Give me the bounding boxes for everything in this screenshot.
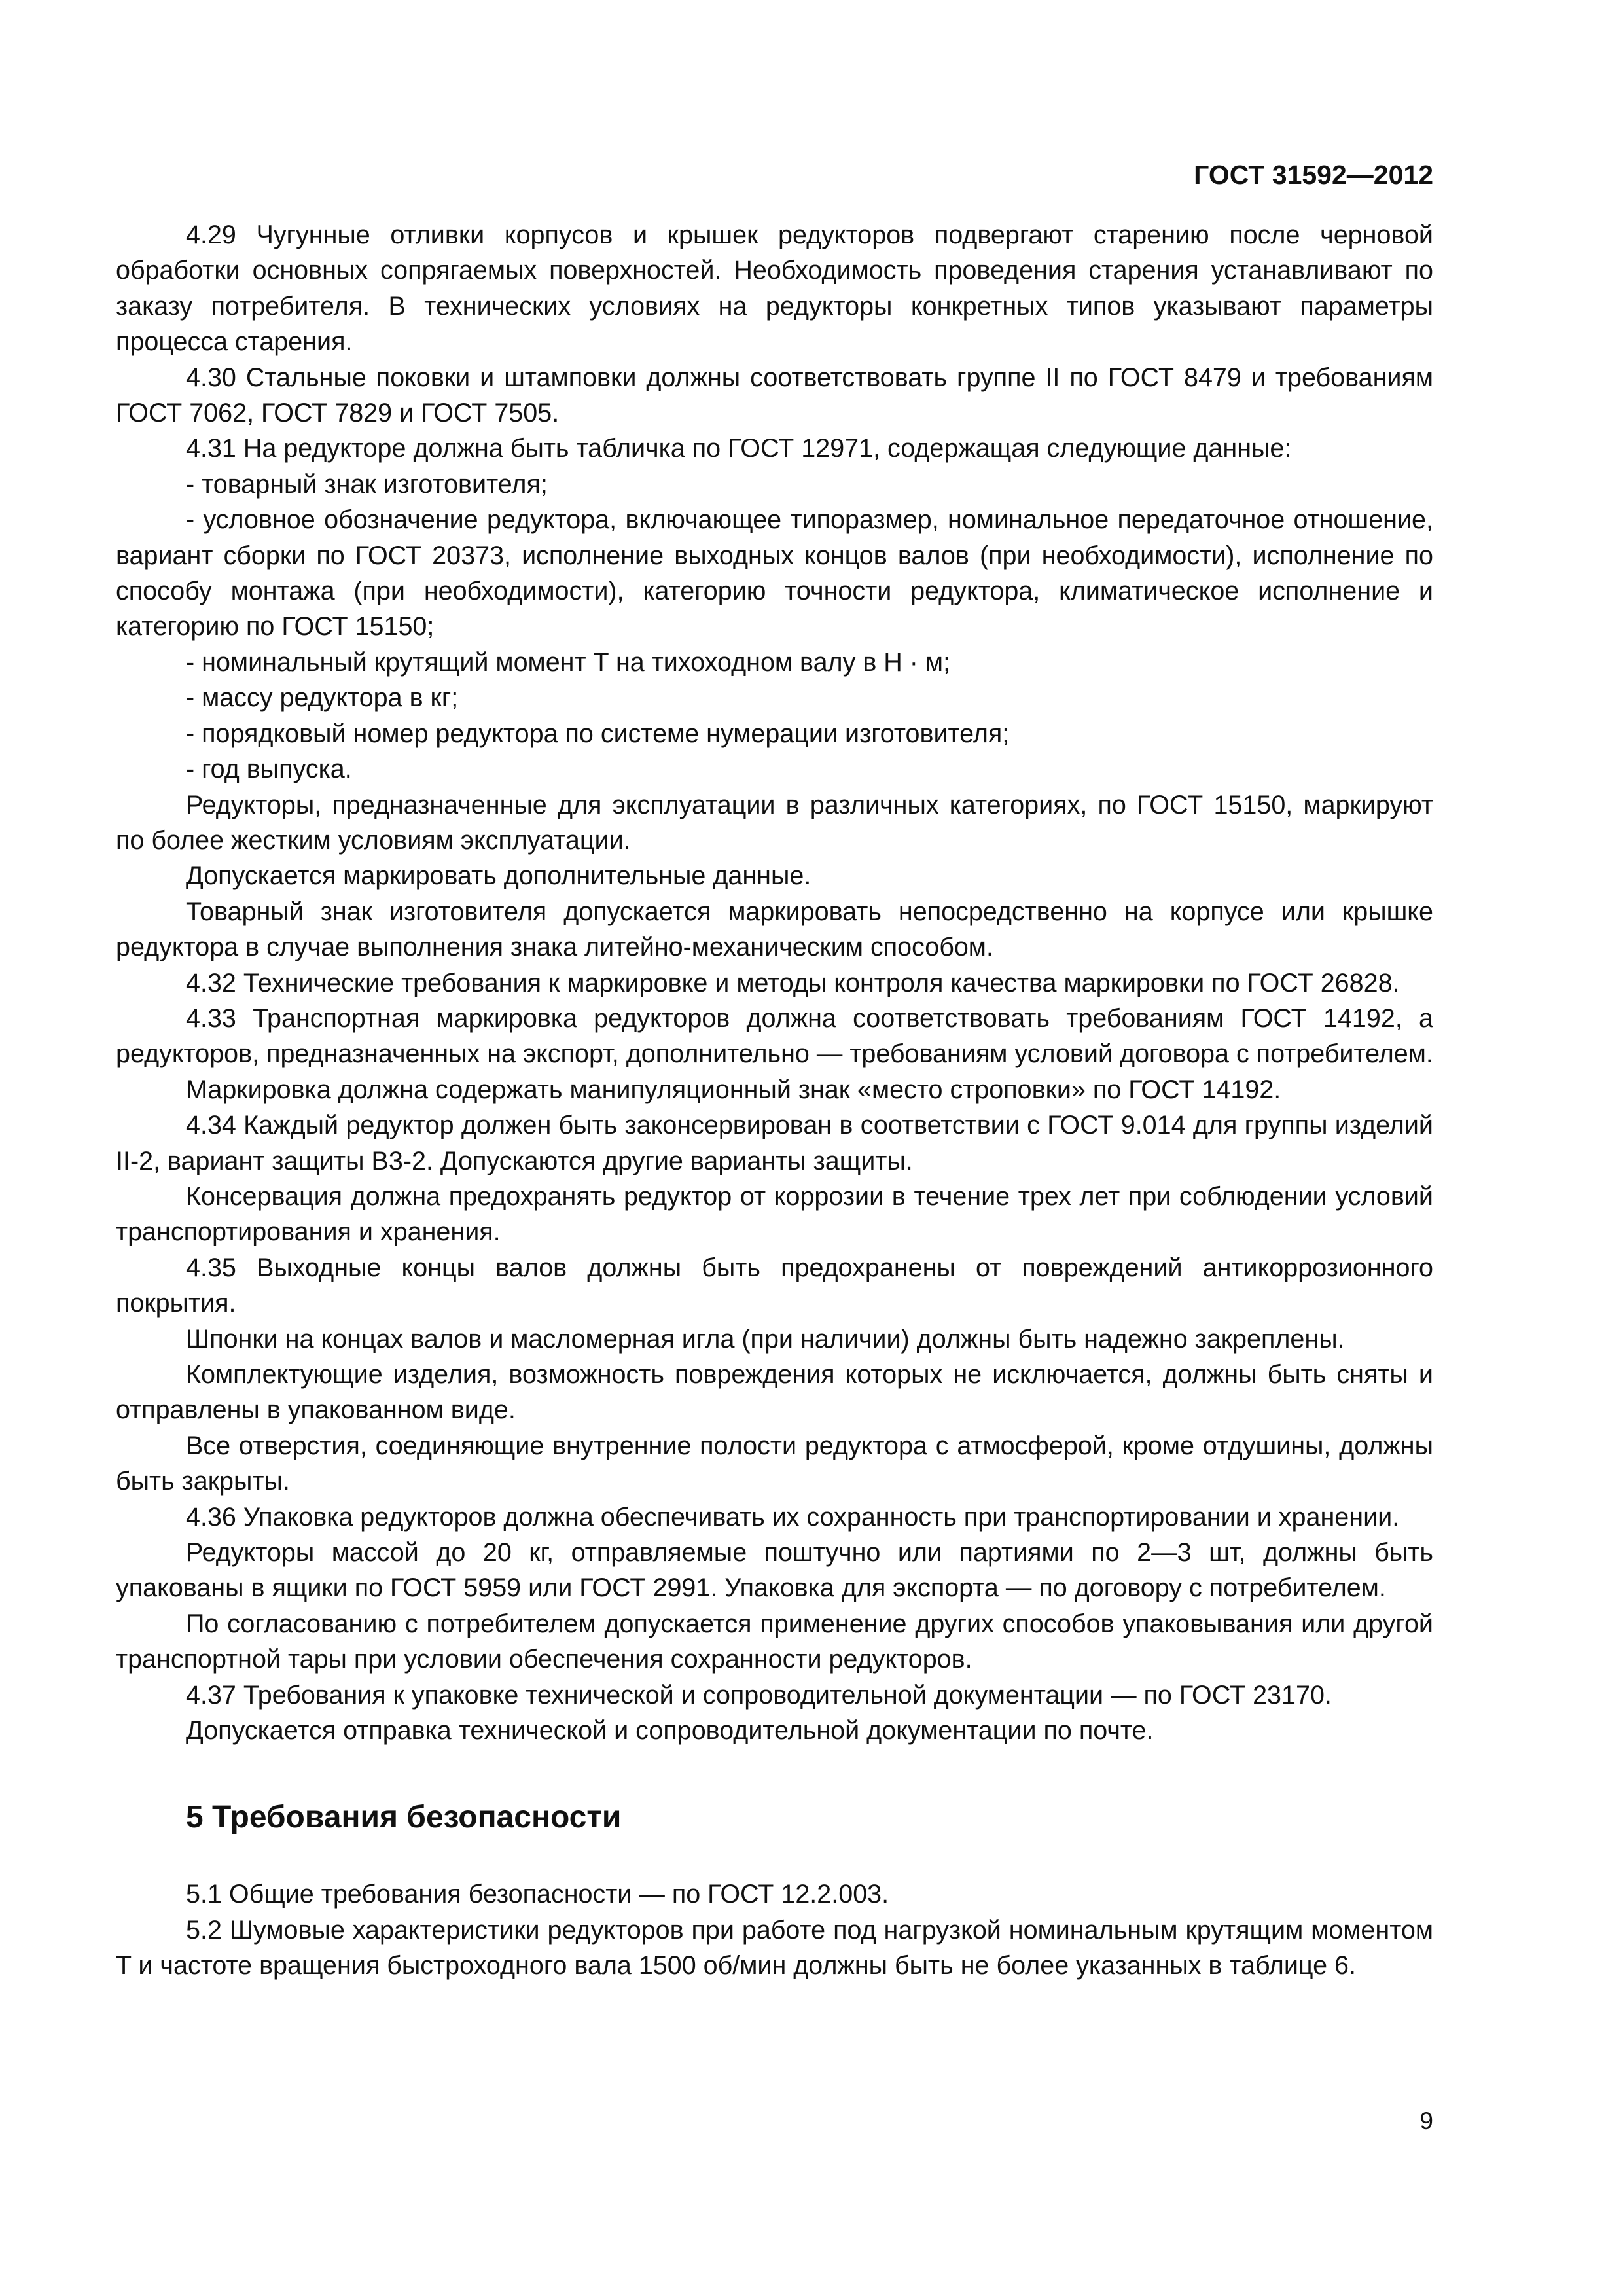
paragraph-4-36: 4.36 Упаковка редукторов должна обеспечивать их сохранность при транспортировании и хранении. <box>186 1502 1400 1532</box>
paragraph-trademark-casting: Товарный знак изготовителя допускается маркировать непосредственно на корпусе или крышке редуктора в случае выполнения знака литейно-механическим способом. <box>116 897 1433 962</box>
list-item-designation: - условное обозначение редуктора, включающее типоразмер, номинальное передаточное отношение, вариант сборки по ГОСТ 20373, исполнение выходных концов валов (при необходимости), исполнение по способу монтажа (при необходимости), категорию точности редуктора, климатическое исполнение и категорию по ГОСТ 15150; <box>116 505 1433 641</box>
list-item-serial-number: - порядковый номер редуктора по системе нумерации изготовителя; <box>186 719 1010 748</box>
paragraph-4-33: 4.33 Транспортная маркировка редукторов должна соответствовать требованиям ГОСТ 14192, а редукторов, предназначенных на экспорт, дополнительно — требованиям условий договора с потребителем. <box>116 1003 1433 1069</box>
paragraph-4-30: 4.30 Стальные поковки и штамповки должны соответствовать группе II по ГОСТ 8479 и требованиям ГОСТ 7062, ГОСТ 7829 и ГОСТ 7505. <box>116 363 1433 428</box>
paragraph-4-32: 4.32 Технические требования к маркировке и методы контроля качества маркировки по ГОСТ 26828. <box>186 968 1400 997</box>
paragraph-5-1: 5.1 Общие требования безопасности — по ГОСТ 12.2.003. <box>186 1880 889 1909</box>
list-item-mass: - массу редуктора в кг; <box>186 683 459 713</box>
paragraph-4-37: 4.37 Требования к упаковке технической и сопроводительной документации — по ГОСТ 23170. <box>186 1680 1332 1710</box>
list-item-trademark: - товарный знак изготовителя; <box>186 469 548 499</box>
document-page <box>116 157 1433 1984</box>
paragraph-packing-boxes: Редукторы массой до 20 кг, отправляемые поштучно или партиями по 2—3 шт, должны быть упакованы в ящики по ГОСТ 5959 или ГОСТ 2991. Упаковка для экспорта — по договору с потребителем. <box>116 1538 1433 1603</box>
section-5-heading: 5 Требования безопасности <box>186 1800 622 1835</box>
list-item-year: - год выпуска. <box>186 755 352 784</box>
page-number: 9 <box>1419 2108 1433 2134</box>
paragraph-4-35: 4.35 Выходные концы валов должны быть предохранены от повреждений антикоррозионного покрытия. <box>116 1253 1433 1318</box>
paragraph-additional-data: Допускается маркировать дополнительные данные. <box>186 861 812 891</box>
paragraph-other-packing: По согласованию с потребителем допускается применение других способов упаковывания или другой транспортной тары при условии обеспечения сохранности редукторов. <box>116 1609 1433 1674</box>
paragraph-4-34: 4.34 Каждый редуктор должен быть законсервирован в соответствии с ГОСТ 9.014 для группы изделий II-2, вариант защиты В3-2. Допускаются другие варианты защиты. <box>116 1111 1433 1175</box>
paragraph-handling-mark: Маркировка должна содержать манипуляционный знак «место строповки» по ГОСТ 14192. <box>186 1075 1281 1104</box>
paragraph-categories: Редукторы, предназначенные для эксплуатации в различных категориях, по ГОСТ 15150, маркируют по более жестким условиям эксплуатации. <box>116 790 1433 855</box>
paragraph-keys: Шпонки на концах валов и масломерная игла (при наличии) должны быть надежно закреплены. <box>186 1324 1345 1354</box>
paragraph-preservation: Консервация должна предохранять редуктор от коррозии в течение трех лет при соблюдении условий транспортирования и хранения. <box>116 1181 1433 1247</box>
list-item-torque: - номинальный крутящий момент T на тихоходном валу в Н · м; <box>186 647 951 677</box>
standard-id-header: ГОСТ 31592—2012 <box>1194 160 1433 190</box>
paragraph-4-31: 4.31 На редукторе должна быть табличка по ГОСТ 12971, содержащая следующие данные: <box>186 434 1292 463</box>
paragraph-components: Комплектующие изделия, возможность повреждения которых не исключается, должны быть сняты и отправлены в упакованном виде. <box>116 1360 1433 1425</box>
paragraph-openings: Все отверстия, соединяющие внутренние полости редуктора с атмосферой, кроме отдушины, должны быть закрыты. <box>116 1431 1433 1496</box>
paragraph-4-29: 4.29 Чугунные отливки корпусов и крышек редукторов подвергают старению после черновой обработки основных сопрягаемых поверхностей. Необходимость проведения старения устанавливают по заказу потребителя. В технических условиях на редукторы конкретных типов указывают параметры процесса старения. <box>116 221 1433 357</box>
paragraph-mail-docs: Допускается отправка технической и сопроводительной документации по почте. <box>186 1716 1154 1746</box>
paragraph-5-2: 5.2 Шумовые характеристики редукторов при работе под нагрузкой номинальным крутящим моментом T и частоте вращения быстроходного вала 1500 об/мин должны быть не более указанных в таблице 6. <box>116 1915 1433 1981</box>
